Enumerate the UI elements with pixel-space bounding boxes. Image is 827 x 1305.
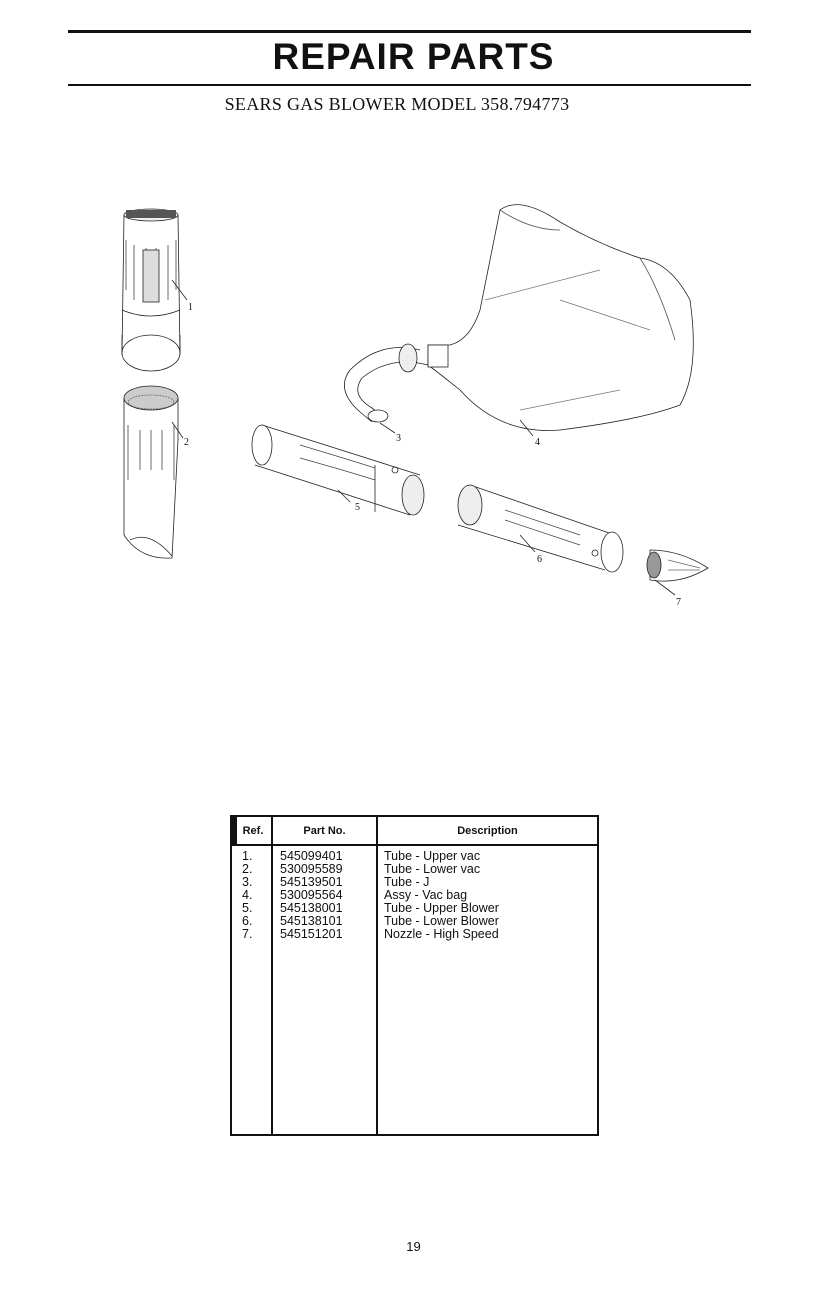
ref-cell: 1.	[242, 849, 253, 863]
part-no-cell: 530095564	[280, 888, 343, 902]
ref-cell: 6.	[242, 914, 253, 928]
ref-cell: 5.	[242, 901, 253, 915]
lower-vac-tube-drawing	[124, 386, 178, 558]
part-no-cell: 545151201	[280, 927, 343, 941]
column-header-description: Description	[457, 825, 518, 837]
part-no-cell: 545138001	[280, 901, 343, 915]
ref-cell: 4.	[242, 888, 253, 902]
description-cell: Tube - Upper Blower	[384, 901, 499, 915]
ref-cell: 2.	[242, 862, 253, 876]
parts-table	[230, 815, 599, 1136]
callout-3: 3	[396, 433, 401, 444]
j-tube-drawing	[344, 344, 428, 422]
ref-cell: 7.	[242, 927, 253, 941]
callout-5: 5	[355, 502, 360, 513]
callout-1: 1	[188, 302, 193, 313]
part-no-cell: 545099401	[280, 849, 343, 863]
description-cell: Tube - Lower Blower	[384, 914, 499, 928]
description-cell: Tube - Upper vac	[384, 849, 481, 863]
callout-7: 7	[676, 597, 681, 608]
table-row	[232, 928, 597, 941]
nozzle-drawing	[647, 550, 708, 581]
page-title: REPAIR PARTS	[272, 36, 555, 77]
part-no-cell: 545138101	[280, 914, 343, 928]
description-cell: Nozzle - High Speed	[384, 927, 499, 941]
description-cell: Assy - Vac bag	[384, 888, 468, 902]
column-header-ref: Ref.	[242, 825, 264, 837]
title-rule	[68, 84, 751, 86]
header-rule	[232, 844, 597, 846]
callout-6: 6	[537, 554, 542, 565]
parts-diagram	[0, 140, 827, 640]
column-header-part-no: Part No.	[303, 825, 346, 837]
upper-vac-tube-drawing	[122, 209, 180, 371]
callout-4: 4	[535, 437, 540, 448]
description-cell: Tube - Lower vac	[384, 862, 481, 876]
callout-2: 2	[184, 437, 189, 448]
description-cell: Tube - J	[384, 875, 430, 889]
part-no-cell: 530095589	[280, 862, 343, 876]
vac-bag-drawing	[428, 205, 693, 431]
model-subtitle: SEARS GAS BLOWER MODEL 358.794773	[224, 94, 570, 114]
ref-cell: 3.	[242, 875, 253, 889]
part-no-cell: 545139501	[280, 875, 343, 889]
page-number: 19	[406, 1239, 421, 1254]
